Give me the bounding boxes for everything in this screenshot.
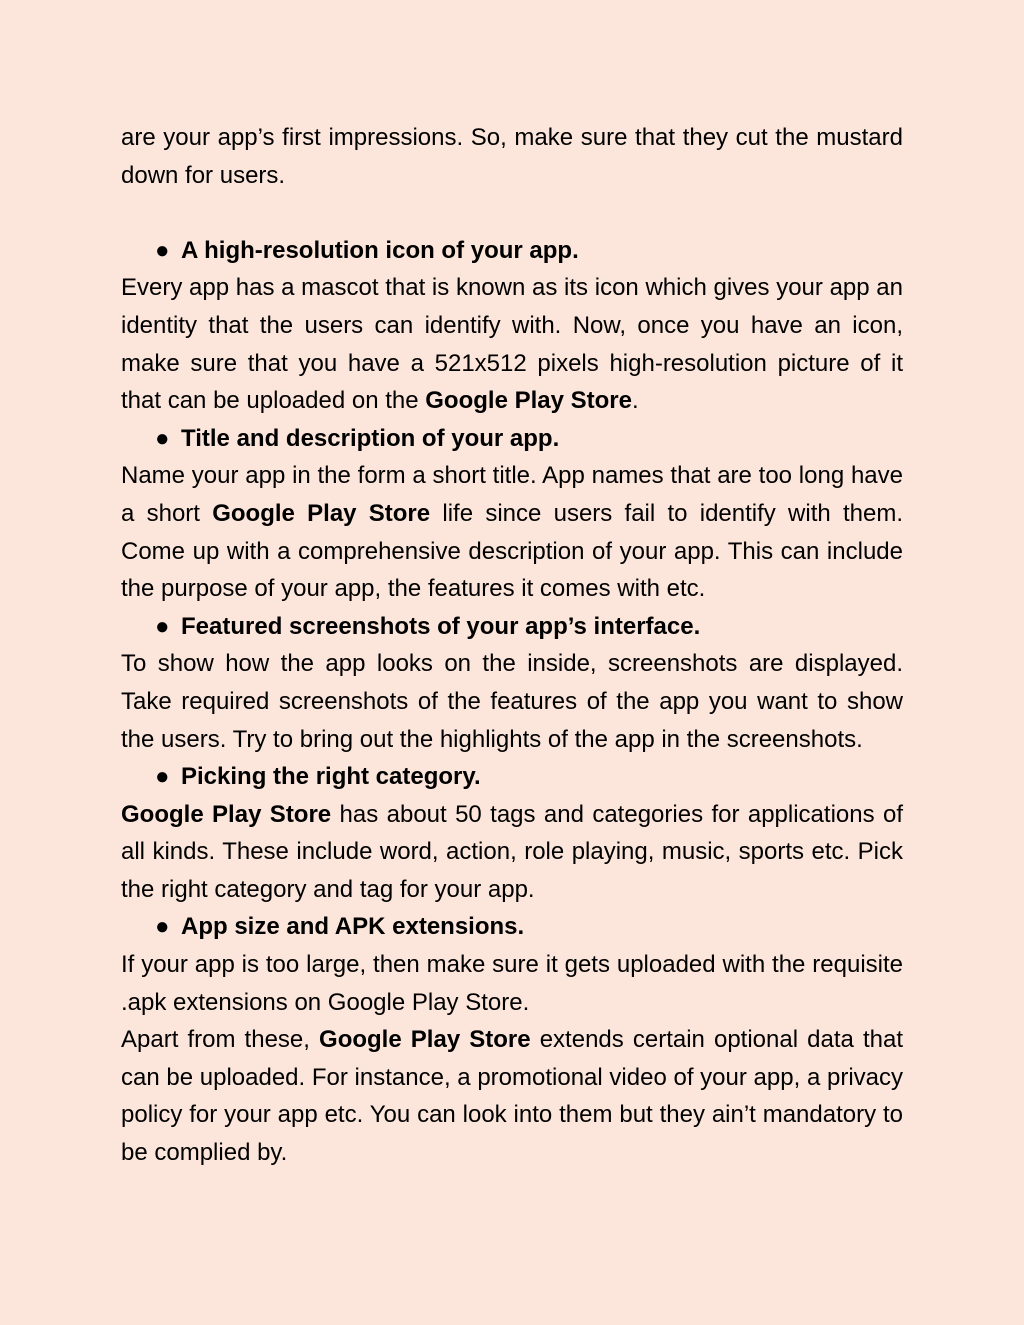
closing-paragraph xyxy=(121,1021,903,1171)
section-heading: A high-resolution icon of your app. xyxy=(181,236,579,264)
section-body-category xyxy=(121,796,903,909)
bullet-icon: ● xyxy=(155,763,170,791)
body-text: . xyxy=(631,387,639,415)
bullet-icon: ● xyxy=(155,236,170,264)
section-heading: Title and description of your app. xyxy=(181,424,560,452)
bold-brand-text: Google Play Store xyxy=(121,800,332,828)
bullet-icon: ● xyxy=(155,913,170,941)
bullet-icon: ● xyxy=(155,612,170,640)
bullet-heading-icon xyxy=(121,232,903,270)
body-text: Every app has a mascot that is known as its icon which gives your app an identity that the users can identify with. Now, once you have an icon, make sure that you have a 521x512 pixels high-resolution picture of it that can be uploaded on the xyxy=(121,274,903,415)
section-body-title xyxy=(121,457,903,607)
section-heading: Picking the right category. xyxy=(181,763,481,791)
document-body xyxy=(121,119,903,1172)
body-text: extends certain optional data that can be uploaded. For instance, a promotional video of your app, a privacy policy for your app etc. You can look into them but they ain’t mandatory to be complied by. xyxy=(121,1026,903,1167)
bullet-heading-screenshots xyxy=(121,608,903,646)
section-heading: Featured screenshots of your app’s interface. xyxy=(181,612,701,640)
bold-brand-text: Google Play Store xyxy=(319,1026,531,1054)
bullet-heading-category xyxy=(121,758,903,796)
bullet-icon: ● xyxy=(155,424,170,452)
section-body-screenshots: To show how the app looks on the inside, screenshots are displayed. Take required screenshots of the features of the app you want to show the users. Try to bring out the highlights of the app in the screenshots. xyxy=(121,650,903,753)
body-text: life since users fail to identify with them. Come up with a comprehensive description of your app. This can include the purpose of your app, the features it comes with etc. xyxy=(121,499,904,603)
bullet-heading-title xyxy=(121,420,903,458)
bold-brand-text: Google Play Store xyxy=(425,387,632,415)
body-text: Name your app in the form a short title. App names that are too long have a short xyxy=(121,462,903,527)
body-text: Apart from these, xyxy=(121,1026,320,1054)
bullet-heading-apk xyxy=(121,908,903,946)
section-body-apk: If your app is too large, then make sure it gets uploaded with the requisite .apk extensions on Google Play Store. xyxy=(121,951,903,1016)
bold-brand-text: Google Play Store xyxy=(212,499,431,527)
paragraph-spacer xyxy=(121,194,903,232)
body-text: has about 50 tags and categories for applications of all kinds. These include word, action, role playing, music, sports etc. Pick the right category and tag for your app. xyxy=(121,800,903,903)
intro-paragraph: are your app’s first impressions. So, make sure that they cut the mustard down for users. xyxy=(121,124,903,189)
section-body-icon xyxy=(121,269,903,419)
section-heading: App size and APK extensions. xyxy=(181,913,525,941)
